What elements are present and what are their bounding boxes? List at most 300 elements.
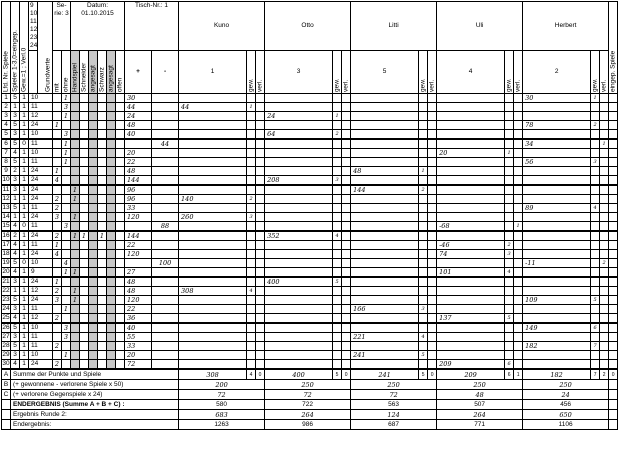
schwarz-value bbox=[98, 176, 107, 186]
mit-value: 2 bbox=[53, 314, 62, 324]
spieler-nr: 5 bbox=[11, 296, 20, 305]
player-verl-count bbox=[342, 296, 351, 305]
summary-extra bbox=[609, 420, 618, 430]
player-gew-count: 2 bbox=[419, 185, 428, 195]
summary-key: C bbox=[2, 390, 11, 400]
player-score: 101 bbox=[437, 268, 505, 278]
schneider-value bbox=[80, 204, 89, 213]
offen-value bbox=[116, 176, 125, 186]
mit-value bbox=[53, 222, 62, 232]
mit-value: 4 bbox=[53, 250, 62, 259]
eingep-value bbox=[609, 250, 618, 259]
schneider-value bbox=[80, 176, 89, 186]
minus-value bbox=[152, 342, 179, 351]
player-gew-count bbox=[591, 259, 600, 268]
player-score bbox=[179, 250, 247, 259]
schwarz-value bbox=[98, 167, 107, 176]
angesagt-value bbox=[89, 250, 98, 259]
game-row bbox=[2, 231, 618, 241]
offen-value bbox=[116, 360, 125, 370]
minus-value bbox=[152, 158, 179, 167]
player-verl-count bbox=[256, 204, 265, 213]
eingep-value bbox=[609, 204, 618, 213]
game-row bbox=[2, 296, 618, 305]
player-score: 48 bbox=[351, 167, 419, 176]
angesagt2-value bbox=[107, 250, 116, 259]
player-gew-count: 2 bbox=[505, 241, 514, 250]
schwarz-header: Schwarz bbox=[98, 51, 107, 94]
player-score bbox=[179, 360, 247, 370]
gew-flag: 1 bbox=[20, 323, 29, 333]
spieler-nr: 1 bbox=[11, 103, 20, 112]
grundwert: 24 bbox=[29, 296, 53, 305]
player-verl-count bbox=[428, 103, 437, 112]
angesagt2-header: angesagt bbox=[107, 51, 116, 94]
player-gew-count: 2 bbox=[247, 195, 256, 204]
player-verl-count bbox=[428, 158, 437, 167]
hand-value: 1 bbox=[71, 287, 80, 296]
player-verl-count bbox=[342, 103, 351, 112]
ohne-value bbox=[62, 250, 71, 259]
spieler-nr: 3 bbox=[11, 130, 20, 140]
player-gew-count: 7 bbox=[591, 342, 600, 351]
plus-value: 22 bbox=[125, 241, 152, 250]
offen-value bbox=[116, 167, 125, 176]
player-gew-count bbox=[505, 231, 514, 241]
player-gew-count bbox=[591, 333, 600, 342]
mit-value: 2 bbox=[53, 287, 62, 296]
gew-header: gew. bbox=[247, 51, 256, 94]
gew-flag: 1 bbox=[20, 176, 29, 186]
schneider-value bbox=[80, 250, 89, 259]
ohne-header: ohne bbox=[62, 51, 71, 94]
gew-flag: 0 bbox=[20, 259, 29, 268]
angesagt-value bbox=[89, 241, 98, 250]
player-verl-count bbox=[428, 231, 437, 241]
player-verl-count bbox=[428, 305, 437, 314]
summary-value: 1106 bbox=[523, 420, 609, 430]
player-verl-count bbox=[428, 351, 437, 360]
summary-extra: 0 bbox=[609, 369, 618, 380]
player-gew-count bbox=[505, 158, 514, 167]
player-verl-count bbox=[256, 94, 265, 103]
player-gew-count: 6 bbox=[505, 360, 514, 370]
schneider-value bbox=[80, 360, 89, 370]
player-verl-count bbox=[342, 351, 351, 360]
player-verl-count bbox=[342, 195, 351, 204]
ohne-value bbox=[62, 296, 71, 305]
grundwert: 11 bbox=[29, 305, 53, 314]
grundwert: 24 bbox=[29, 213, 53, 222]
grundwert: 24 bbox=[29, 185, 53, 195]
eingep-value bbox=[609, 305, 618, 314]
spieler-nr: 5 bbox=[11, 204, 20, 213]
game-number: 29 bbox=[2, 351, 10, 358]
player-verl-count bbox=[428, 277, 437, 287]
schwarz-value bbox=[98, 185, 107, 195]
plus-value: 22 bbox=[125, 305, 152, 314]
gew-flag: 1 bbox=[20, 268, 29, 278]
player-name-uli: Uli bbox=[437, 2, 523, 51]
player-score bbox=[437, 342, 505, 351]
minus-value: 44 bbox=[152, 139, 179, 149]
player-verl-count bbox=[600, 305, 609, 314]
summary-row bbox=[2, 420, 618, 430]
player-verl-count bbox=[514, 195, 523, 204]
summary-key: A bbox=[2, 369, 11, 380]
game-row bbox=[2, 287, 618, 296]
player-score bbox=[179, 222, 247, 232]
player-verl-count bbox=[514, 167, 523, 176]
player-verl-count bbox=[514, 287, 523, 296]
eingep-value bbox=[609, 130, 618, 140]
player-verl-count bbox=[600, 323, 609, 333]
player-gew-count bbox=[247, 222, 256, 232]
player-gew-count: 4 bbox=[333, 231, 342, 241]
schneider-value bbox=[80, 103, 89, 112]
player-score: 140 bbox=[179, 195, 247, 204]
gew-flag: 1 bbox=[20, 241, 29, 250]
summary-label: ENDERGEBNIS (Summe A + B + C) : bbox=[11, 400, 179, 410]
game-number: 26 bbox=[2, 324, 10, 331]
offen-value bbox=[116, 351, 125, 360]
gew-flag: 1 bbox=[20, 213, 29, 222]
player-verl-count bbox=[600, 287, 609, 296]
offen-value bbox=[116, 222, 125, 232]
game-row bbox=[2, 130, 618, 140]
plus-value: 40 bbox=[125, 323, 152, 333]
player-score bbox=[179, 167, 247, 176]
player-score bbox=[523, 130, 591, 140]
minus-value bbox=[152, 250, 179, 259]
player-verl-count bbox=[428, 333, 437, 342]
game-number: 27 bbox=[2, 333, 10, 340]
player-score: 352 bbox=[265, 231, 333, 241]
schneider-value bbox=[80, 195, 89, 204]
player-gew-count bbox=[247, 130, 256, 140]
player-verl-count bbox=[514, 185, 523, 195]
summary-value: 48 bbox=[437, 390, 523, 400]
player-score bbox=[265, 351, 333, 360]
player-score bbox=[523, 305, 591, 314]
player-score bbox=[179, 296, 247, 305]
player-gew-count bbox=[419, 314, 428, 324]
player-gew-count: 3 bbox=[333, 176, 342, 186]
offen-value bbox=[116, 158, 125, 167]
angesagt-value bbox=[89, 323, 98, 333]
player-verl-count bbox=[256, 231, 265, 241]
gew-flag: 1 bbox=[20, 305, 29, 314]
summary-row bbox=[2, 369, 618, 380]
game-row bbox=[2, 333, 618, 342]
player-verl-count bbox=[600, 94, 609, 103]
game-number: 11 bbox=[2, 186, 10, 193]
player-gew-count bbox=[419, 195, 428, 204]
schwarz-value bbox=[98, 130, 107, 140]
player-score bbox=[523, 277, 591, 287]
player-verl-count bbox=[600, 176, 609, 186]
angesagt2-value bbox=[107, 185, 116, 195]
game-row bbox=[2, 351, 618, 360]
player-score bbox=[351, 231, 419, 241]
player-verl-count bbox=[342, 185, 351, 195]
player-score: 34 bbox=[523, 139, 591, 149]
player-gew-count bbox=[419, 158, 428, 167]
player-score bbox=[351, 139, 419, 149]
player-gew-count bbox=[419, 259, 428, 268]
gew-flag: 1 bbox=[20, 333, 29, 342]
verl-header: verl. bbox=[514, 51, 523, 94]
plus-value bbox=[125, 259, 152, 268]
player-gew-count bbox=[333, 305, 342, 314]
grundwert: 12 bbox=[29, 112, 53, 121]
player-score bbox=[523, 231, 591, 241]
player-gew-count: 3 bbox=[505, 250, 514, 259]
player-score bbox=[265, 149, 333, 158]
player-score bbox=[265, 250, 333, 259]
plus-value: 96 bbox=[125, 195, 152, 204]
offen-value bbox=[116, 277, 125, 287]
angesagt2-value bbox=[107, 176, 116, 186]
spieler-nr: 4 bbox=[11, 314, 20, 324]
player-score bbox=[265, 333, 333, 342]
ohne-value bbox=[62, 342, 71, 351]
ohne-value bbox=[62, 176, 71, 186]
player-gew-count: 1 bbox=[505, 149, 514, 158]
player-score bbox=[523, 149, 591, 158]
player-gew-count bbox=[505, 333, 514, 342]
player-verl-count bbox=[514, 121, 523, 130]
angesagt2-value bbox=[107, 112, 116, 121]
player-gew-count: 5 bbox=[591, 296, 600, 305]
player-score bbox=[351, 314, 419, 324]
player-gew-count: 3 bbox=[419, 305, 428, 314]
minus-value bbox=[152, 204, 179, 213]
ohne-value bbox=[62, 185, 71, 195]
player-position: 3 bbox=[265, 51, 333, 94]
game-number: 12 bbox=[2, 195, 10, 202]
offen-value bbox=[116, 250, 125, 259]
summary-verl: 0 bbox=[428, 369, 437, 380]
angesagt2-value bbox=[107, 259, 116, 268]
player-verl-count bbox=[256, 213, 265, 222]
summary-value: 250 bbox=[265, 380, 351, 390]
ohne-value: 1 bbox=[62, 149, 71, 158]
player-score bbox=[437, 296, 505, 305]
player-score bbox=[523, 222, 591, 232]
player-verl-count bbox=[514, 176, 523, 186]
ohne-value: 1 bbox=[62, 139, 71, 149]
offen-value bbox=[116, 195, 125, 204]
minus-value bbox=[152, 195, 179, 204]
summary-score: 182 bbox=[523, 369, 591, 380]
player-score bbox=[351, 130, 419, 140]
player-verl-count bbox=[342, 277, 351, 287]
player-score bbox=[351, 241, 419, 250]
player-verl-count bbox=[428, 167, 437, 176]
gew-flag: 1 bbox=[20, 149, 29, 158]
player-score bbox=[437, 287, 505, 296]
summary-score: 241 bbox=[351, 369, 419, 380]
angesagt2-value bbox=[107, 241, 116, 250]
player-score bbox=[523, 351, 591, 360]
player-verl-count bbox=[600, 222, 609, 232]
hand-value bbox=[71, 323, 80, 333]
player-verl-count bbox=[342, 94, 351, 103]
hand-value bbox=[71, 360, 80, 370]
gew-flag: 1 bbox=[20, 112, 29, 121]
player-score bbox=[523, 250, 591, 259]
game-number: 16 bbox=[2, 232, 10, 239]
summary-label: Endergebnis: bbox=[11, 420, 179, 430]
player-verl-count bbox=[428, 130, 437, 140]
ohne-value bbox=[62, 277, 71, 287]
player-gew-count bbox=[333, 287, 342, 296]
spieler-nr: 1 bbox=[11, 213, 20, 222]
player-verl-count bbox=[342, 314, 351, 324]
player-verl-count bbox=[342, 333, 351, 342]
player-gew-count bbox=[247, 305, 256, 314]
summary-row bbox=[2, 390, 618, 400]
player-score bbox=[179, 305, 247, 314]
gew-flag: 1 bbox=[20, 231, 29, 241]
player-verl-count bbox=[342, 112, 351, 121]
player-score bbox=[351, 149, 419, 158]
summary-score: 308 bbox=[179, 369, 247, 380]
player-verl-count bbox=[428, 112, 437, 121]
player-gew-count bbox=[419, 231, 428, 241]
game-number: 25 bbox=[2, 314, 10, 321]
plus-value: 44 bbox=[125, 103, 152, 112]
summary-extra bbox=[609, 390, 618, 400]
offen-value bbox=[116, 149, 125, 158]
eingep-value bbox=[609, 296, 618, 305]
angesagt-value bbox=[89, 296, 98, 305]
hand-value bbox=[71, 94, 80, 103]
ohne-value bbox=[62, 213, 71, 222]
mit-value: 3 bbox=[53, 213, 62, 222]
player-score bbox=[265, 121, 333, 130]
player-score: 24 bbox=[265, 112, 333, 121]
summary-score: 400 bbox=[265, 369, 333, 380]
hand-value bbox=[71, 176, 80, 186]
player-gew-count bbox=[419, 94, 428, 103]
player-verl-count bbox=[256, 139, 265, 149]
eingep-value bbox=[609, 112, 618, 121]
plus-value: 72 bbox=[125, 360, 152, 370]
player-score bbox=[437, 94, 505, 103]
player-gew-count bbox=[333, 195, 342, 204]
ohne-value bbox=[62, 167, 71, 176]
player-verl-count bbox=[600, 268, 609, 278]
player-gew-count: 1 bbox=[247, 103, 256, 112]
player-score bbox=[265, 158, 333, 167]
player-score bbox=[179, 185, 247, 195]
player-gew-count bbox=[333, 167, 342, 176]
player-gew-count bbox=[247, 277, 256, 287]
plus-value: 48 bbox=[125, 121, 152, 130]
schwarz-value bbox=[98, 360, 107, 370]
spieler-nr: 1 bbox=[11, 287, 20, 296]
player-gew-count: 5 bbox=[333, 277, 342, 287]
angesagt2-value bbox=[107, 351, 116, 360]
hand-value bbox=[71, 204, 80, 213]
spieler-nr: 3 bbox=[11, 176, 20, 186]
grundwert: 10 bbox=[29, 130, 53, 140]
player-score bbox=[265, 268, 333, 278]
hand-value bbox=[71, 149, 80, 158]
summary-value: 200 bbox=[179, 380, 265, 390]
summary-value: 24 bbox=[523, 390, 609, 400]
ohne-value: 1 bbox=[62, 158, 71, 167]
minus-value bbox=[152, 351, 179, 360]
angesagt2-value bbox=[107, 222, 116, 232]
player-score bbox=[351, 121, 419, 130]
player-gew-count: 4 bbox=[591, 204, 600, 213]
player-gew-count bbox=[247, 112, 256, 121]
spieler-nr: 3 bbox=[11, 277, 20, 287]
player-gew-count bbox=[591, 277, 600, 287]
player-verl-count bbox=[514, 149, 523, 158]
angesagt-value bbox=[89, 121, 98, 130]
schwarz-value bbox=[98, 139, 107, 149]
minus-value bbox=[152, 360, 179, 370]
ohne-value bbox=[62, 314, 71, 324]
game-row bbox=[2, 342, 618, 351]
player-gew-count bbox=[419, 213, 428, 222]
plus-value: 40 bbox=[125, 130, 152, 140]
mit-value bbox=[53, 259, 62, 268]
mit-value bbox=[53, 333, 62, 342]
player-verl-count bbox=[600, 333, 609, 342]
player-score bbox=[351, 287, 419, 296]
player-gew-count bbox=[247, 176, 256, 186]
eingep-value bbox=[609, 176, 618, 186]
player-verl-count bbox=[428, 314, 437, 324]
summary-label: Ergebnis Runde 2: bbox=[11, 410, 179, 420]
player-gew-count bbox=[505, 103, 514, 112]
summary-verl: 2 bbox=[600, 369, 609, 380]
player-score bbox=[265, 305, 333, 314]
player-verl-count bbox=[428, 259, 437, 268]
player-gew-count bbox=[419, 287, 428, 296]
eingep-value bbox=[609, 231, 618, 241]
spieler-header: Spieler 1-3,0=eingep. bbox=[11, 2, 20, 94]
game-row bbox=[2, 167, 618, 176]
plus-value: 120 bbox=[125, 296, 152, 305]
game-row bbox=[2, 139, 618, 149]
schneider-value bbox=[80, 323, 89, 333]
minus-value bbox=[152, 167, 179, 176]
schneider-value bbox=[80, 130, 89, 140]
player-gew-count bbox=[333, 351, 342, 360]
ohne-value: 4 bbox=[62, 259, 71, 268]
summary-extra bbox=[609, 380, 618, 390]
angesagt-value bbox=[89, 351, 98, 360]
player-gew-count bbox=[505, 139, 514, 149]
player-gew-count bbox=[591, 112, 600, 121]
hand-value bbox=[71, 222, 80, 232]
player-score bbox=[179, 158, 247, 167]
eingep-value bbox=[609, 149, 618, 158]
angesagt-value bbox=[89, 305, 98, 314]
summary-value: 683 bbox=[179, 410, 265, 420]
player-verl-count bbox=[256, 167, 265, 176]
player-name-kuno: Kuno bbox=[179, 2, 265, 51]
player-score bbox=[437, 185, 505, 195]
player-verl-count bbox=[342, 213, 351, 222]
spieler-nr: 5 bbox=[11, 158, 20, 167]
